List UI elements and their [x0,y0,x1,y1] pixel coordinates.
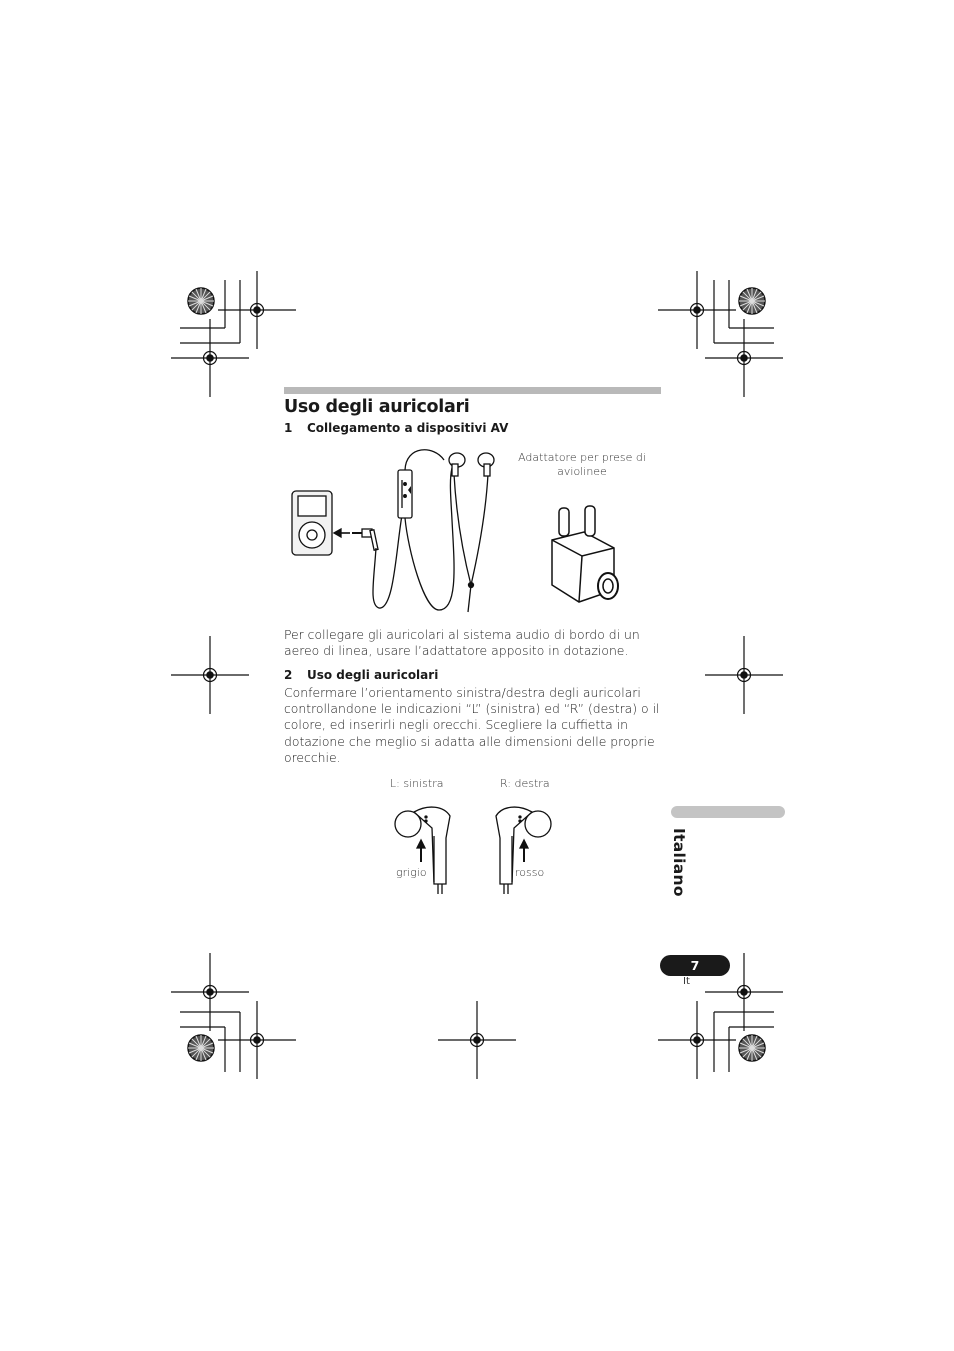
earbud-orientation-illustration [388,798,568,898]
music-player-icon [292,491,332,555]
earbud-left-icon [449,453,465,476]
adapter-label: Adattatore per prese di aviolinee [518,451,646,478]
arrow-up-icon-right [520,840,528,862]
right-color-label: rosso [515,866,545,879]
step-1-number: 1 [284,421,293,435]
crop-lines [180,280,774,1072]
step-1-heading [284,421,508,435]
page-title: Uso degli auricolari [284,397,470,417]
airline-adapter-icon [552,506,618,602]
page-number: 7 [660,955,730,976]
stereo-plug-icon [352,529,378,550]
left-color-label: grigio [396,866,427,879]
language-tab [668,828,708,900]
step-2-number: 2 [284,668,293,682]
step-2-heading [284,668,438,682]
section-header-bar [284,387,661,394]
paragraph-2: Confermare l’orientamento sinistra/destra degli auricolari controllandone le indicazioni “L” (sinistra) ed “R” (destra) o il colore, ed inserirli negli orecchi. Scegliere la cuffietta in dotazione che meglio si adatta alle dimensioni delle proprie orecchie. [284,685,660,765]
step-1-title: Collegamento a dispositivi AV [307,421,509,435]
earbud-l-icon [395,807,450,894]
page-language-code: It [683,976,690,987]
arrow-up-icon-left [417,840,425,862]
step-2-title: Uso degli auricolari [307,668,439,682]
arrow-left-icon [334,529,350,537]
paragraph-1: Per collegare gli auricolari al sistema audio di bordo di un aereo di linea, usare l’adattatore apposito in dotazione. [284,627,640,659]
inline-remote-icon [398,470,412,518]
earbud-right-icon [478,453,494,476]
left-earbud-label: L: sinistra [390,777,444,790]
right-earbud-label: R: destra [500,777,550,790]
language-tab-bar [671,806,785,818]
language-label: Italiano [670,828,688,897]
